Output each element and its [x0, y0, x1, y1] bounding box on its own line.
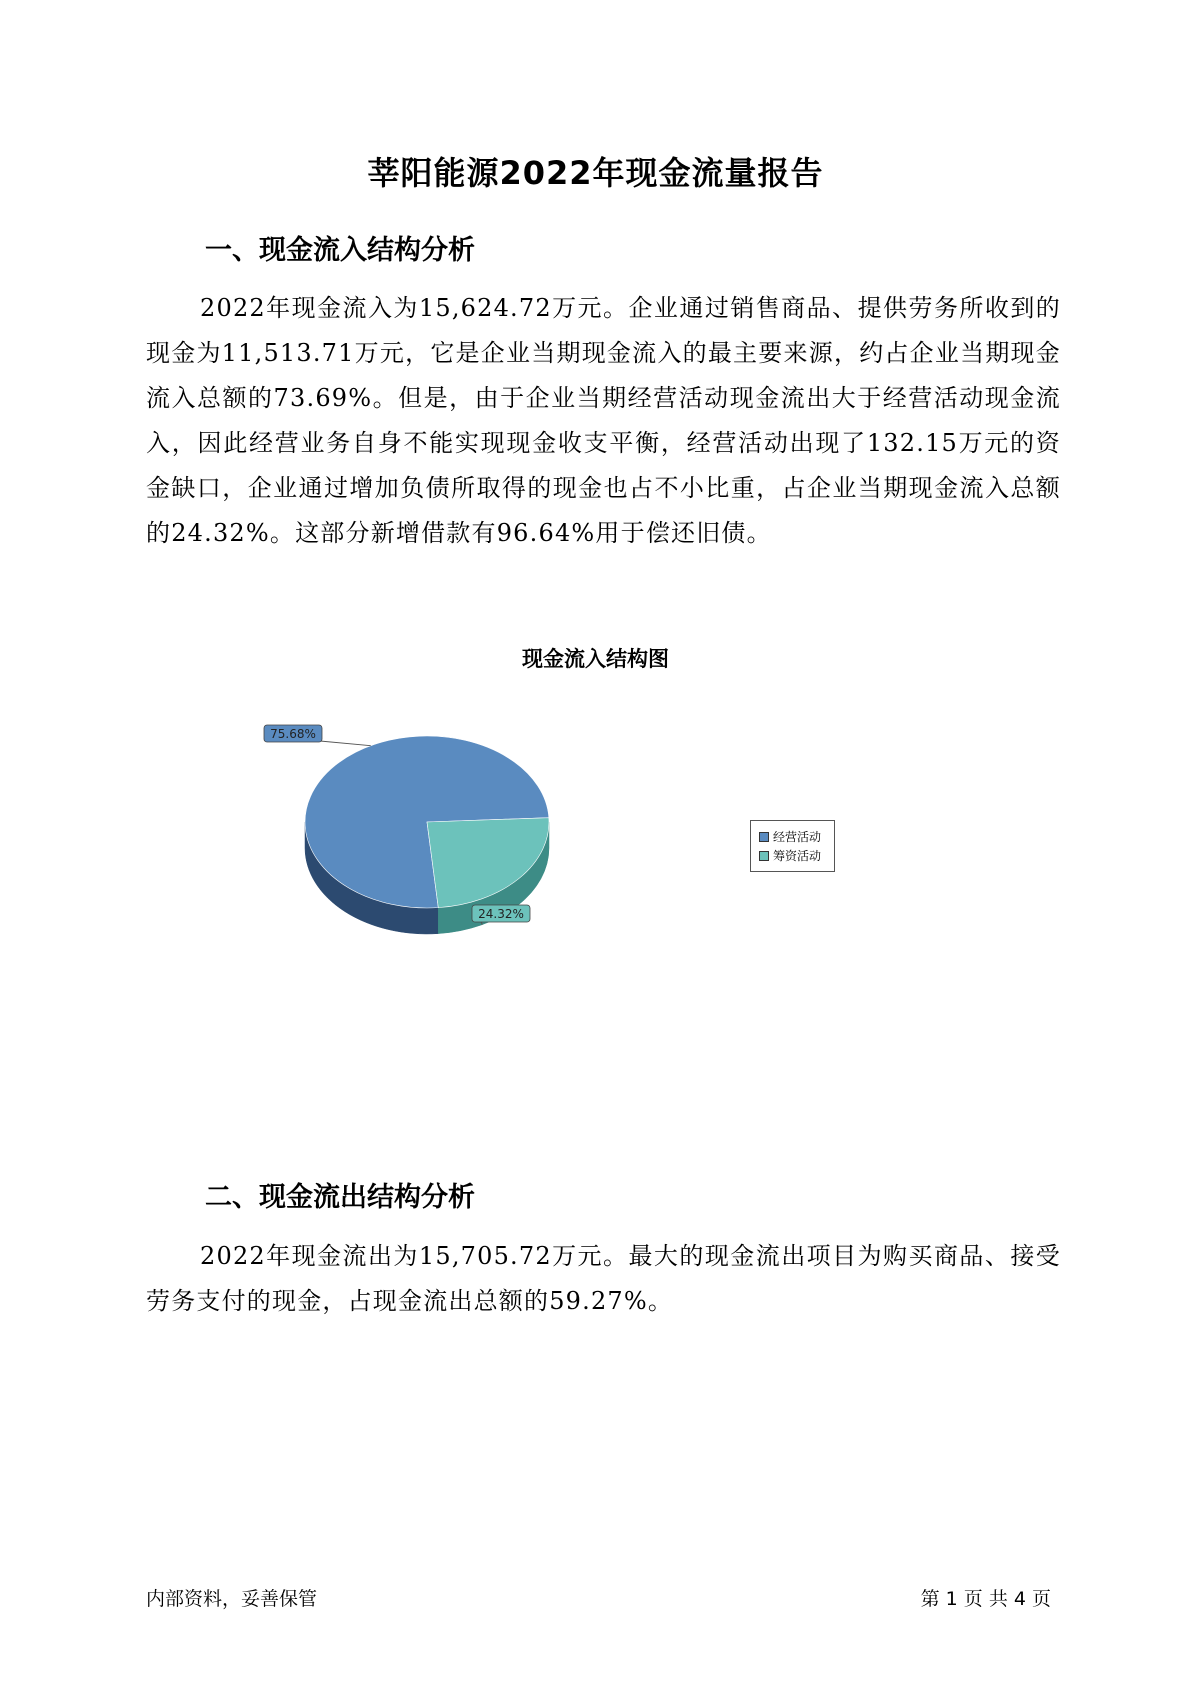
page-number: 第 1 页 共 4 页 [920, 1588, 1051, 1610]
footer-note: 内部资料，妥善保管 [146, 1588, 318, 1610]
legend-item-operating [759, 827, 834, 846]
leader-line [320, 741, 371, 746]
paragraph-inflow: 2022年现金流入为15,624.72万元。企业通过销售商品、提供劳务所收到的现金为11,513.71万元，它是企业当期现金流入的最主要来源，约占企业当期现金流入总额的73.69%。但是，由于企业当期经营活动现金流出大于经营活动现金流入，因此经营业务自身不能实现现金收支平衡，经营活动出现了132.15万元的资金缺口，企业通过增加负债所取得的现金也占不小比重，占企业当期现金流入总额的24.32%。这部分新增借款有96.64%用于偿还旧债。 [146, 294, 1061, 547]
legend-swatch [759, 832, 769, 842]
legend-swatch [759, 851, 769, 861]
chart-legend [750, 820, 835, 872]
legend-label: 经营活动 [773, 830, 822, 844]
section-heading-outflow: 二、现金流出结构分析 [205, 1182, 475, 1213]
data-label: 24.32% [478, 907, 524, 921]
pie-chart [260, 700, 600, 940]
data-label: 75.68% [270, 727, 316, 741]
section-heading-inflow: 一、现金流入结构分析 [205, 235, 475, 266]
pie-slice-1 [427, 818, 549, 908]
legend-item-financing [759, 846, 834, 865]
paragraph-outflow: 2022年现金流出为15,705.72万元。最大的现金流出项目为购买商品、接受劳务支付的现金，占现金流出总额的59.27%。 [146, 1242, 1061, 1315]
legend-label: 筹资活动 [773, 849, 822, 863]
report-title: 莘阳能源2022年现金流量报告 [367, 154, 824, 192]
chart-title: 现金流入结构图 [522, 647, 669, 671]
